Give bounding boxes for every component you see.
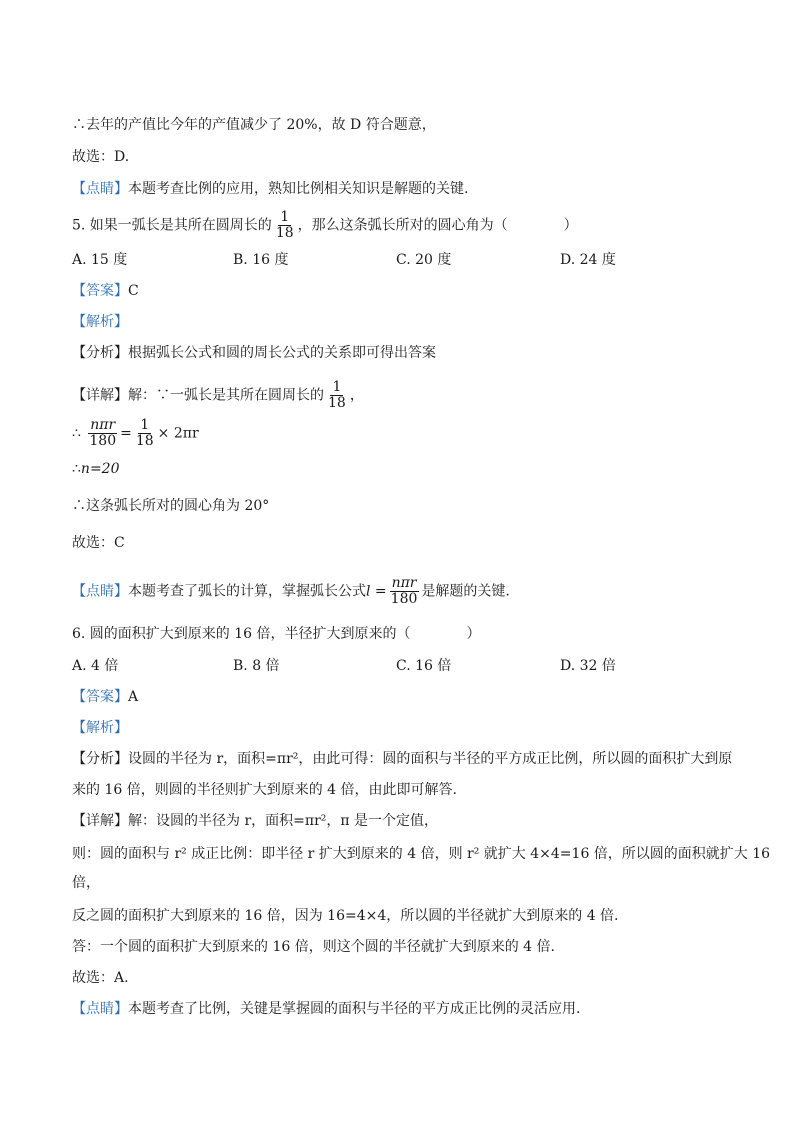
numerator: 1: [280, 209, 290, 225]
fenxi-line-2: 来的 16 倍，则圆的半径则扩大到原来的 4 倍，由此即可解答.: [72, 782, 457, 798]
option-b: B. 16 度: [233, 252, 289, 268]
therefore-symbol: ∴: [72, 425, 81, 442]
fenxi-text: 设圆的半径为 r，面积=πr²，由此可得：圆的面积与半径的平方成正比例，所以圆的面积扩大到原: [128, 751, 733, 767]
equation-tail: × 2πr: [157, 425, 199, 442]
xiangjie-line-5: 答：一个圆的面积扩大到原来的 16 倍，则这个圆的半径就扩大到原来的 4 倍.: [72, 939, 555, 955]
denominator: 180: [390, 591, 418, 607]
numerator: nπr: [391, 575, 417, 591]
option-d: D. 32 倍: [560, 658, 616, 674]
numerator: nπr: [90, 417, 116, 433]
tag-answer: 【答案】: [72, 689, 128, 705]
answer-value: C: [128, 283, 139, 299]
fraction: [274, 210, 296, 241]
tag-dianjing: 【点睛】: [72, 181, 128, 197]
dianjing-text: 本题考查了弧长的计算，掌握弧长公式: [128, 583, 366, 600]
dianjing-line: [72, 576, 510, 607]
denominator: 18: [328, 395, 346, 411]
question-6-stem: 6. 圆的面积扩大到原来的 16 倍，半径扩大到原来的（ ）: [72, 626, 481, 642]
xiangjie-text: 解：∵一弧长是其所在圆周长的: [128, 387, 324, 404]
numerator: 1: [332, 379, 342, 395]
xiangjie-line-4: 反之圆的面积扩大到原来的 16 倍，因为 16=4×4，所以圆的半径就扩大到原来的 4 倍.: [72, 908, 619, 924]
option-a: A. 4 倍: [72, 658, 119, 674]
fraction: [326, 380, 348, 411]
tag-fenxi: 【分析】: [72, 345, 128, 361]
answer-line: [72, 687, 138, 707]
therefore-symbol: ∴: [72, 461, 81, 477]
tag-xiangjie: 【详解】: [72, 387, 128, 404]
equation-1: [72, 418, 199, 449]
punct: ，: [349, 387, 364, 404]
fenxi-line: [72, 343, 436, 363]
dianjing-line: [72, 999, 580, 1019]
equation-3: ∴这条弧长所对的圆心角为 20°: [72, 498, 270, 514]
denominator: 18: [135, 433, 154, 449]
fenxi-line: [72, 749, 732, 769]
tag-answer: 【答案】: [72, 283, 128, 299]
xiangjie-line-2: 则：圆的面积与 r² 成正比例：即半径 r 扩大到原来的 4 倍，则 r² 就扩大 4×4=16 倍，所以圆的面积就扩大 16: [72, 846, 771, 862]
answer-value: A: [128, 689, 139, 705]
xiangjie-line: [72, 380, 364, 411]
option-c: C. 16 倍: [396, 658, 452, 674]
tag-xiangjie: 【详解】: [72, 813, 128, 829]
formula-l: l =: [366, 583, 387, 600]
xiangjie-line: [72, 811, 438, 831]
text-line: ∴去年的产值比今年的产值减少了 20%，故 D 符合题意，: [72, 117, 436, 133]
analysis-heading: [72, 312, 128, 332]
comment-text: 本题考查比例的应用，熟知比例相关知识是解题的关键.: [128, 181, 469, 197]
stem-text: ，那么这条弧长所对的圆心角为（ ）: [297, 217, 578, 234]
xiangjie-line-3: 倍，: [72, 875, 100, 891]
option-c: C. 20 度: [396, 252, 452, 268]
option-a: A. 15 度: [72, 252, 128, 268]
text-line: 故选：D.: [72, 149, 130, 165]
dianjing-text: 本题考查了比例，关键是掌握圆的面积与半径的平方成正比例的灵活应用.: [128, 1001, 581, 1017]
tag-analysis: 【解析】: [72, 314, 128, 330]
fenxi-text: 根据弧长公式和圆的周长公式的关系即可得出答案: [128, 345, 436, 361]
denominator: 180: [89, 433, 117, 449]
fraction: [134, 418, 156, 449]
fraction: [87, 418, 118, 449]
tag-fenxi: 【分析】: [72, 751, 128, 767]
analysis-heading: [72, 718, 128, 738]
fraction: [389, 576, 420, 607]
xiangjie-text: 解：设圆的半径为 r，面积=πr²，π 是一个定值，: [128, 813, 439, 829]
tag-analysis: 【解析】: [72, 720, 128, 736]
question-5-stem: [72, 210, 578, 241]
equation-2: [72, 459, 119, 479]
tag-dianjing: 【点睛】: [72, 583, 128, 600]
dianjing-text: 是解题的关键.: [421, 583, 510, 600]
option-d: D. 24 度: [560, 252, 616, 268]
denominator: 18: [275, 225, 294, 241]
choose-line: 故选：C: [72, 535, 125, 551]
option-b: B. 8 倍: [233, 658, 280, 674]
comment-line: [72, 179, 468, 199]
numerator: 1: [140, 417, 150, 433]
equals: =: [120, 425, 132, 442]
answer-line: [72, 281, 139, 301]
stem-text: 5. 如果一弧长是其所在圆周长的: [72, 217, 272, 234]
equation-text: n=20: [80, 461, 120, 477]
choose-line: 故选：A.: [72, 970, 129, 986]
tag-dianjing: 【点睛】: [72, 1001, 128, 1017]
